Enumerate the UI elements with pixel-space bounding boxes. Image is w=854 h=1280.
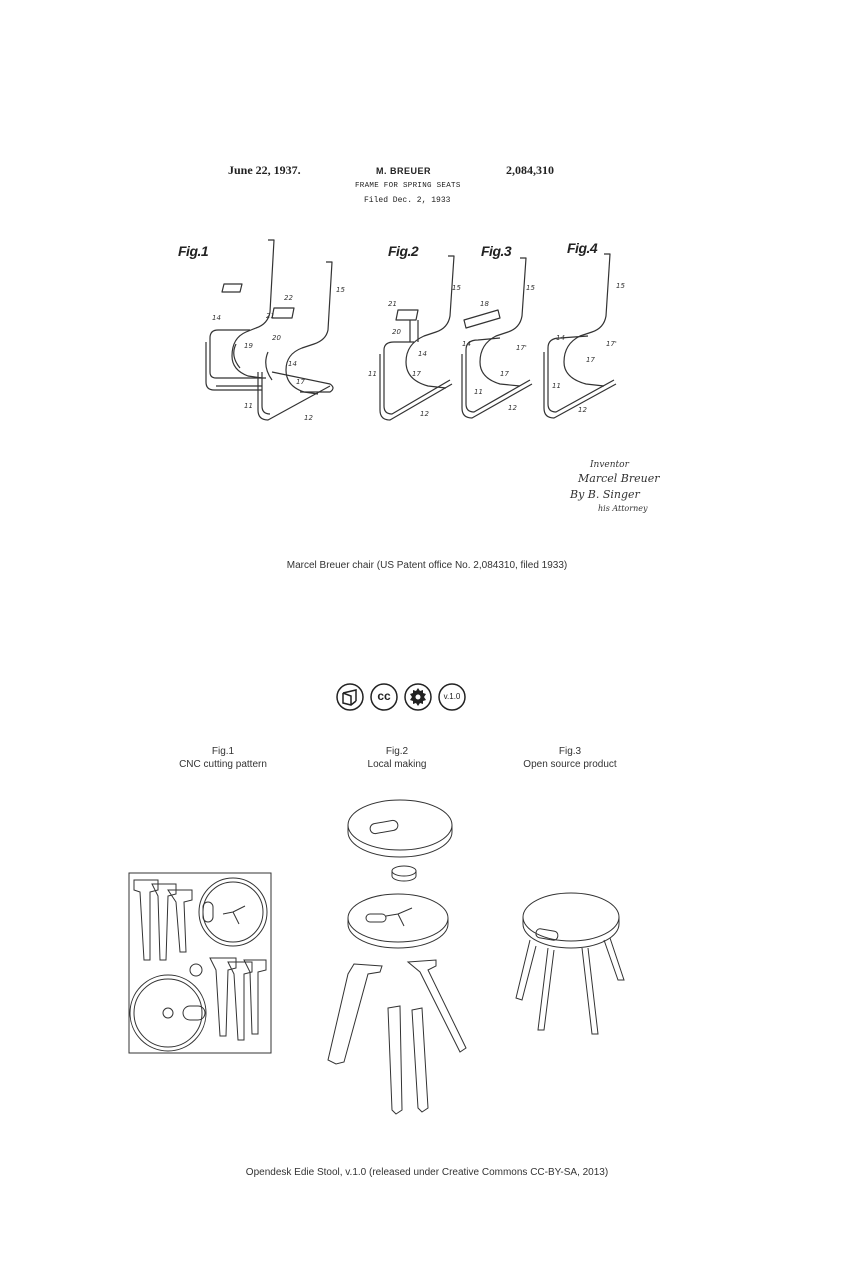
svg-text:19: 19 xyxy=(244,342,253,350)
svg-text:18: 18 xyxy=(480,300,489,308)
stool-fig-3-number: Fig.3 xyxy=(558,746,582,757)
local-making-drawing xyxy=(328,800,466,1114)
patent-date: June 22, 1937. xyxy=(228,163,301,177)
stool-caption: Opendesk Edie Stool, v.1.0 (released under Creative Commons CC-BY-SA, 2013) xyxy=(245,1167,609,1178)
svg-text:15: 15 xyxy=(452,284,461,292)
patent-fig-1-label: Fig.1 xyxy=(178,243,209,259)
svg-text:12: 12 xyxy=(508,404,517,412)
stool-fig-3-title: Open source product xyxy=(523,759,617,770)
patent-fig-4-label: Fig.4 xyxy=(567,240,598,256)
svg-text:20: 20 xyxy=(272,334,281,342)
version-badge-label: v.1.0 xyxy=(443,692,461,701)
svg-text:14: 14 xyxy=(418,350,427,358)
svg-text:20: 20 xyxy=(392,328,401,336)
svg-text:21: 21 xyxy=(266,312,275,320)
signature-attorney: his Attorney xyxy=(598,504,648,513)
patent-caption: Marcel Breuer chair (US Patent office No. 2,084310, filed 1933) xyxy=(286,560,568,571)
stool-fig-1-title: CNC cutting pattern xyxy=(179,759,267,770)
cc-badge-label: cc xyxy=(377,689,391,703)
stool-fig-2-title: Local making xyxy=(367,759,427,770)
patent-fig-2-label: Fig.2 xyxy=(388,243,419,259)
svg-text:11: 11 xyxy=(552,382,561,390)
svg-text:14: 14 xyxy=(288,360,297,368)
patent-inventor-name: M. BREUER xyxy=(376,166,432,176)
svg-text:21: 21 xyxy=(388,300,397,308)
svg-text:17': 17' xyxy=(516,344,527,352)
patent-filed-date: Filed Dec. 2, 1933 xyxy=(364,196,451,205)
svg-text:15: 15 xyxy=(526,284,535,292)
svg-text:17: 17 xyxy=(412,370,421,378)
svg-text:17: 17 xyxy=(500,370,509,378)
svg-text:11: 11 xyxy=(244,402,253,410)
svg-text:17': 17' xyxy=(606,340,617,348)
svg-text:12: 12 xyxy=(420,410,429,418)
svg-text:11: 11 xyxy=(368,370,377,378)
svg-text:14: 14 xyxy=(212,314,221,322)
patent-fig-3-label: Fig.3 xyxy=(481,243,512,259)
svg-text:12: 12 xyxy=(304,414,313,422)
signature-name: Marcel Breuer xyxy=(578,472,660,485)
patent-title: FRAME FOR SPRING SEATS xyxy=(355,182,461,190)
svg-text:14: 14 xyxy=(462,340,471,348)
signature-attorney-name: By B. Singer xyxy=(570,488,640,501)
stool-fig-2-number: Fig.2 xyxy=(385,746,409,757)
svg-text:11: 11 xyxy=(474,388,483,396)
open-source-product-drawing xyxy=(516,893,624,1034)
svg-text:17: 17 xyxy=(296,378,305,386)
svg-text:22: 22 xyxy=(284,294,293,302)
cnc-cutting-pattern-drawing xyxy=(129,873,271,1053)
svg-text:15: 15 xyxy=(616,282,625,290)
patent-number: 2,084,310 xyxy=(506,163,554,177)
signature-inventor: Inventor xyxy=(590,460,629,470)
svg-text:12: 12 xyxy=(578,406,587,414)
svg-text:15: 15 xyxy=(336,286,345,294)
stool-fig-1-number: Fig.1 xyxy=(211,746,235,757)
svg-text:17: 17 xyxy=(586,356,595,364)
svg-text:14: 14 xyxy=(556,334,565,342)
